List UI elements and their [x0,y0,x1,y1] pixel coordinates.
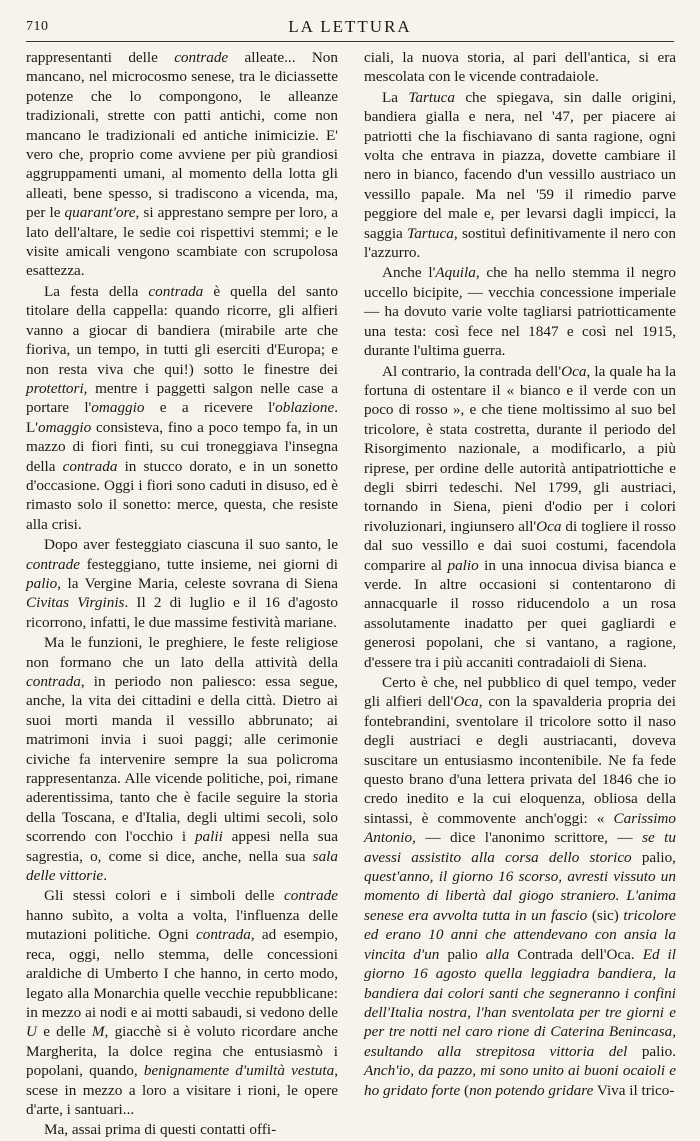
paragraph: Anche l'Aquila, che ha nello stemma il negro uccello bicipite, — vecchia concessione imperiale — ha dovuto varie volte tagliarsi patriotticamente una testa: così fece nel 1847 e così nel 1915, durante l'ultima guerra. [364,264,676,360]
paragraph: Gli stessi colori e i simboli delle contrade hanno subìto, a volta a volta, l'influenza delle mutazioni politiche. Ogni contrada, ad esempio, reca, oggi, nello stemma, delle concessioni araldiche di Umberto I che hanno, in certo modo, legato alla Monarchia quelle vecchie repubblicane: in mezzo ai nodi e ai motti sabaudi, si vedono delle U e delle M, giacchè si è voluto ricordare anche Margherita, la dolce regina che entusiasmò i popolani, quando, benignamente d'umiltà vestuta, scese in mezzo a loro a visitare i rioni, le opere d'arte, i santuari... [26,887,338,1118]
paragraph: Al contrario, la contrada dell'Oca, la quale ha la fortuna di ostentare il « bianco e il verde con un poco di rosso », e che tiene moltissimo al suo bel tricolore, è stata costretta, durante il periodo del Risorgimento nazionale, a modificarlo, a più riprese, per ordine delle autorità antipatriottiche e degli sbirri tedeschi. Nel 1799, gli austriaci, tornando in Siena, pieni d'odio per i colori rivoluzionari, ingiunsero all'Oca di togliere il rosso dal suo vessillo e dai suoi costumi, facendola comparire al palio in una innocua divisa bianca e verde. In altre occasioni si contentarono di annacquarle il rosso riducendolo a un rosa assolutamente inadatto per quei gagliardi e generosi popolani, che si vantano, a ragione, d'essere tra i più accaniti contradaioli di Siena. [364,362,676,671]
paragraph: La festa della contrada è quella del santo titolare della cappella: quando ricorre, gli alfieri vanno a giocar di bandiera (mirabile arte che fioriva, un tempo, in tutti gli eserciti d'Europa; e non resta viva che qui!) sotto le finestre dei protettori, mentre i paggetti salgon nelle case a portare l'omaggio e a ricevere l'oblazione. L'omaggio consisteva, fino a poco tempo fa, in un mazzo di fiori finti, su cui troneggiava l'insegna della contrada in stucco dorato, e in un sonetto d'occasione. Oggi i fiori sono caduti in disuso, ed è rimasto solo il sonetto: merce, questa, che resiste alla crisi. [26,282,339,533]
paragraph: Ma le funzioni, le preghiere, le feste religiose non formano che un lato della attività della contrada, in periodo non paliesco: essa segue, anche, la vita dei cittadini e della città. Dietro ai suoi morti manda il vessillo abbrunato; ai matrimoni invia i suoi paggi; alle cerimonie civiche fa intervenire sempre la sua policroma rappresentanza. Alle vicende politiche, poi, rimane aderentissima, tanto che è facile seguire la storia della Toscana, e d'Italia, degli ultimi secoli, solo scorrendo con l'occhio i palii appesi nella sua sagrestia, o, come si dice, anche, nella sua sala delle vittorie. [26,634,338,885]
paragraph: Ma, assai prima di questi contatti offi- [44,1121,277,1139]
page-header [26,16,674,42]
page-number: 710 [26,19,49,34]
paragraph: La Tartuca che spiegava, sin dalle origini, bandiera gialla e nera, nel '47, per piacere ai patriotti che la fischiavano di santa ragione, ogni volta che entrava in piazza, dovette cambiare il nero in bianco, facendo d'un vessillo austriaco un vessillo papale. Ma nel '59 il rimedio parve peggiore del male e, per levarsi dagli impicci, la saggia Tartuca, sostituì definitivamente il nero con l'azzurro. [364,88,676,262]
paragraph: ciali, la nuova storia, al pari dell'antica, si era mescolata con le vicende contradaiole. [364,49,676,86]
left-column [26,48,338,1141]
right-column [364,48,676,1101]
paragraph: Certo è che, nel pubblico di quel tempo, veder gli alfieri dell'Oca, con la spavalderia propria dei fontebrandini, sventolare il tricolore sotto il naso degli austriaci e degli austriacanti, doveva suscitare un entusiasmo incontenibile. Ne fa fede questo brano d'una lettera privata del 1846 che io credo inedito e la cui eloquenza, obliosa della sintassi, è commovente anch'oggi: « Carissimo Antonio, — dice l'anonimo scrittore, — se tu avessi assistito alla corsa dello storico palio, quest'anno, il giorno 16 scorso, avresti vissuto un momento di libertà dal giogo straniero. L'anima senese era avvolta tutta in un fascio (sic) tricolore ed erano 10 anni che attendevano con ansia la vincita d'un palio alla Contrada dell'Oca. Ed il giorno 16 agosto quella leggiadra bandiera, la bandiera dai colori santi che segneranno i confini dell'Italia nostra, l'han sventolata per tre giorni e per tre notti nel caro rione di Caterina Benincasa, esultando alla strepitosa vittoria del palio. Anch'io, da pazzo, mi sono unito ai buoni ocaioli e ho gridato forte (non potendo gridare Viva il trico- [364,674,676,1099]
paragraph: Dopo aver festeggiato ciascuna il suo santo, le contrade festeggiano, tutte insieme, nei giorni di palio, la Vergine Maria, celeste sovrana di Siena Civitas Virginis. Il 2 di luglio e il 16 d'agosto ricorrono, infatti, le due massime festività mariane. [26,536,338,631]
header-rule [26,41,674,42]
paragraph: rappresentanti delle contrade alleate... Non mancano, nel microcosmo senese, tra le diciassette potenze che lo compongono, le alleanze tradizionali, strette con patti antichi, come non mancano le tradizionali ed antiche inimicizie. E' vero che, proprio come avviene per più grandiosi aggruppamenti umani, al momento della lotta gli alleati, bene spesso, si tradiscono a vicenda, ma, per le quarant'ore, si apprestano sempre per loro, a lato dell'altare, le sedie coi rispettivi stemmi; e le visite amicali vengono scambiate con scrupolosa esattezza. [26,49,338,280]
column-gutter [349,48,350,1018]
running-title: LA LETTURA [288,17,412,36]
